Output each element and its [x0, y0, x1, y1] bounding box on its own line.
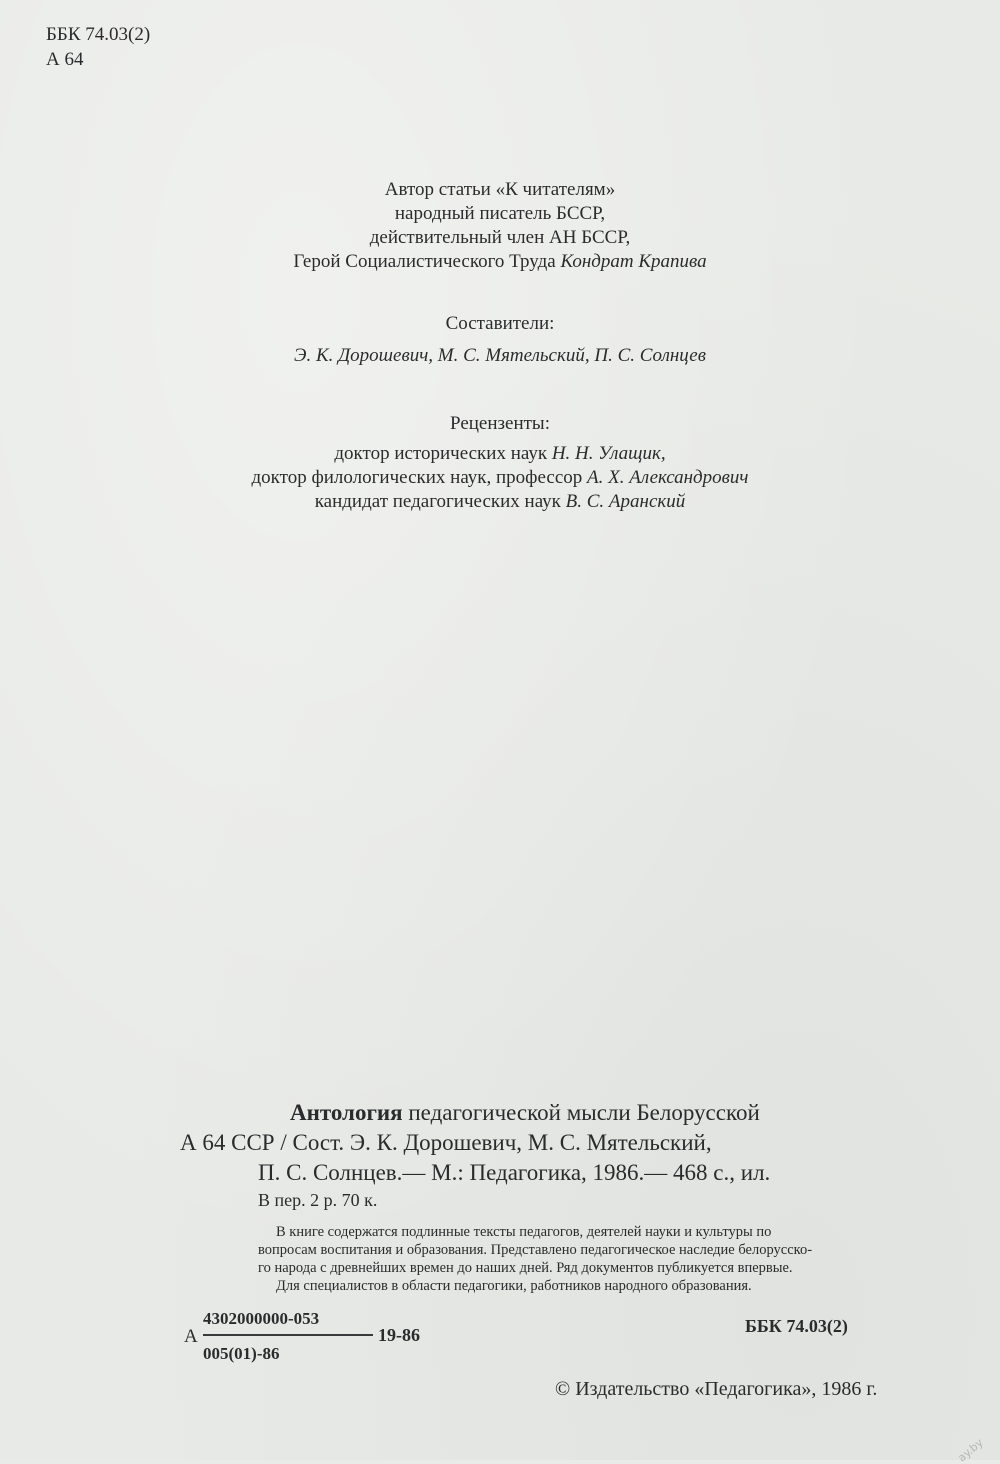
watermark: ay.by: [955, 1436, 986, 1464]
reviewers-block: [0, 412, 1000, 514]
annotation-line-1: В книге содержатся подлинные тексты педагогов, деятелей науки и культуры по: [276, 1224, 772, 1240]
copyright-notice: © Издательство «Педагогика», 1986 г.: [555, 1378, 878, 1400]
compilers-heading: Составители:: [445, 313, 555, 334]
annotation-line-4: Для специалистов в области педагогики, работников народного образования.: [276, 1278, 752, 1294]
biblio-title: Антология: [290, 1100, 403, 1125]
author-title: Герой Социалистического Труда: [293, 251, 556, 272]
author-mark: А 64: [46, 49, 84, 70]
bbk-code: ББК 74.03(2): [46, 24, 151, 45]
biblio-line-3: П. С. Солнцев.— М.: Педагогика, 1986.— 468 с., ил.: [258, 1160, 771, 1185]
catalog-code-suffix: 19-86: [378, 1325, 420, 1345]
catalog-code-fraction-line: [203, 1334, 373, 1336]
compilers-block: [0, 312, 1000, 368]
reviewers-heading: Рецензенты:: [450, 413, 550, 434]
annotation-line-3: го народа с древнейших времен до наших дней. Ряд документов публикуется впервые.: [258, 1260, 793, 1276]
price: В пер. 2 р. 70 к.: [258, 1190, 378, 1210]
biblio-line-2: А 64 ССР / Сост. Э. К. Дорошевич, М. С. Мятельский,: [180, 1130, 712, 1155]
annotation: [258, 1223, 958, 1295]
catalog-code-denominator: 005(01)-86: [203, 1344, 280, 1363]
bbk-classification-top: [46, 22, 150, 72]
author-line-4: [0, 250, 1000, 274]
catalog-code-letter: А: [184, 1326, 198, 1347]
author-name: Кондрат Крапива: [560, 251, 707, 272]
reviewer-3: кандидат педагогических наук В. С. Аранский: [314, 491, 686, 512]
bbk-classification-bottom: ББК 74.03(2): [745, 1316, 848, 1336]
biblio-line-1: Антология педагогической мысли Белорусской: [290, 1100, 760, 1125]
reviewer-1: доктор исторических наук Н. Н. Улащик,: [334, 443, 666, 464]
bibliographic-record: [180, 1098, 948, 1188]
catalog-code-numerator: 4302000000-053: [203, 1309, 320, 1328]
author-line-3: действительный член АН БССР,: [369, 227, 631, 248]
annotation-line-2: вопросам воспитания и образования. Представлено педагогическое наследие белорусско-: [258, 1242, 813, 1258]
author-line-1: Автор статьи «К читателям»: [384, 179, 616, 200]
compilers-names: Э. К. Дорошевич, М. С. Мятельский, П. С. Солнцев: [294, 345, 706, 366]
reviewer-2: доктор филологических наук, профессор А. Х. Александрович: [251, 467, 749, 488]
author-line-2: народный писатель БССР,: [394, 203, 606, 224]
author-block: [0, 178, 1000, 274]
